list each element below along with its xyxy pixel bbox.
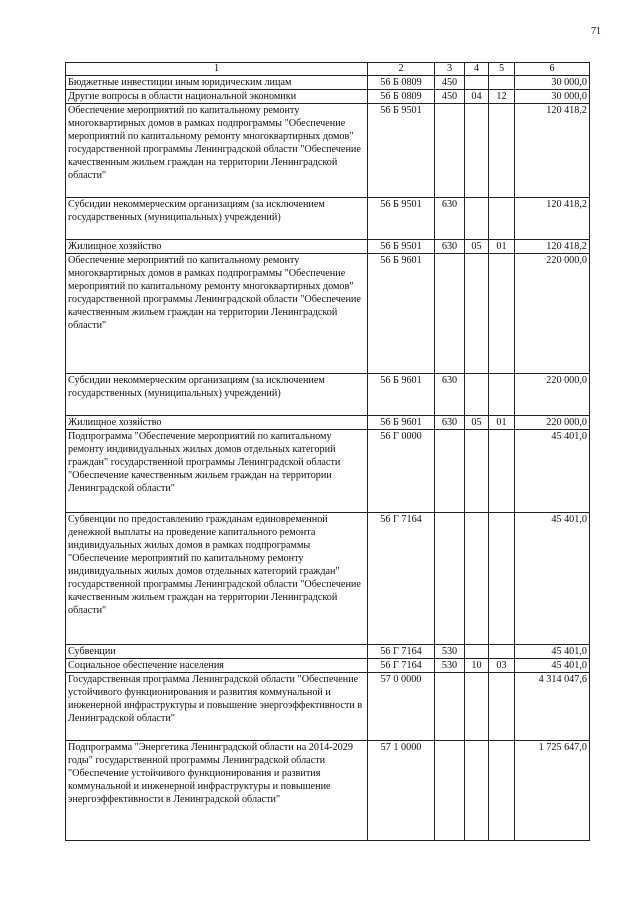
row-name: Субвенции — [66, 645, 368, 659]
row-section — [465, 104, 489, 198]
row-amount: 45 401,0 — [515, 430, 590, 513]
header-col-2: 2 — [368, 63, 435, 76]
table-body — [66, 76, 590, 841]
row-amount: 120 418,2 — [515, 104, 590, 198]
row-code: 56 Б 9501 — [368, 198, 435, 240]
row-code: 56 Г 7164 — [368, 645, 435, 659]
row-amount: 220 000,0 — [515, 374, 590, 416]
row-amount: 1 725 647,0 — [515, 741, 590, 841]
row-expense-type — [435, 430, 465, 513]
row-section — [465, 374, 489, 416]
row-amount: 120 418,2 — [515, 240, 590, 254]
row-expense-type: 630 — [435, 240, 465, 254]
row-expense-type — [435, 741, 465, 841]
row-expense-type: 450 — [435, 90, 465, 104]
row-subsection: 12 — [489, 90, 515, 104]
row-subsection: 01 — [489, 416, 515, 430]
row-name: Подпрограмма "Энергетика Ленинградской области на 2014-2029 годы" государственной программы Ленинградской области "Обеспечение устойчивого функционирования и развития коммунальной и инженерной инфраструктуры и повышение энергоэффективности в Ленинградской области" — [66, 741, 368, 841]
row-code: 56 Б 9601 — [368, 416, 435, 430]
row-section: 10 — [465, 659, 489, 673]
row-amount: 30 000,0 — [515, 76, 590, 90]
row-expense-type: 630 — [435, 198, 465, 240]
row-section: 04 — [465, 90, 489, 104]
row-expense-type — [435, 673, 465, 741]
table-row — [66, 416, 590, 430]
row-section — [465, 76, 489, 90]
row-subsection — [489, 741, 515, 841]
row-expense-type: 630 — [435, 416, 465, 430]
table-row — [66, 645, 590, 659]
header-col-6: 6 — [515, 63, 590, 76]
row-amount: 4 314 047,6 — [515, 673, 590, 741]
row-section — [465, 430, 489, 513]
row-subsection: 03 — [489, 659, 515, 673]
header-col-1: 1 — [66, 63, 368, 76]
row-subsection — [489, 76, 515, 90]
row-expense-type — [435, 513, 465, 645]
row-code: 56 Б 9601 — [368, 254, 435, 374]
row-amount: 120 418,2 — [515, 198, 590, 240]
header-row — [66, 63, 590, 76]
header-col-3: 3 — [435, 63, 465, 76]
row-name: Обеспечение мероприятий по капитальному ремонту многоквартирных домов в рамках подпрограммы "Обеспечение мероприятий по капитальному ремонту многоквартирных домов" государственной программы Ленинградской области "Обеспечение качественным жильем граждан на территории Ленинградской области" — [66, 104, 368, 198]
row-name: Социальное обеспечение населения — [66, 659, 368, 673]
table-row — [66, 76, 590, 90]
row-expense-type: 530 — [435, 659, 465, 673]
row-amount: 220 000,0 — [515, 416, 590, 430]
header-col-4: 4 — [465, 63, 489, 76]
row-amount: 45 401,0 — [515, 659, 590, 673]
row-expense-type: 530 — [435, 645, 465, 659]
row-subsection — [489, 673, 515, 741]
row-expense-type: 630 — [435, 374, 465, 416]
row-name: Бюджетные инвестиции иным юридическим лицам — [66, 76, 368, 90]
row-name: Жилищное хозяйство — [66, 240, 368, 254]
row-name: Другие вопросы в области национальной экономики — [66, 90, 368, 104]
row-code: 56 Б 9501 — [368, 104, 435, 198]
table-row — [66, 90, 590, 104]
row-name: Субвенции по предоставлению гражданам единовременной денежной выплаты на проведение капитального ремонта индивидуальных жилых домов в рамках подпрограммы "Обеспечение мероприятий по капитальному ремонту индивидуальных жилых домов отдельных категорий граждан" государственной программы Ленинградской области "Обеспечение качественным жильем граждан на территории Ленинградской области" — [66, 513, 368, 645]
row-code: 57 0 0000 — [368, 673, 435, 741]
row-name: Государственная программа Ленинградской области "Обеспечение устойчивого функционирования и развития коммунальной и инженерной инфраструктуры и повышение энергоэффективности в Ленинградской области" — [66, 673, 368, 741]
row-subsection — [489, 645, 515, 659]
row-name: Субсидии некоммерческим организациям (за исключением государственных (муниципальных) учреждений) — [66, 374, 368, 416]
budget-table — [65, 62, 590, 841]
row-amount: 30 000,0 — [515, 90, 590, 104]
row-section: 05 — [465, 240, 489, 254]
row-section — [465, 645, 489, 659]
row-code: 56 Б 9601 — [368, 374, 435, 416]
row-section: 05 — [465, 416, 489, 430]
table-row — [66, 659, 590, 673]
row-subsection — [489, 374, 515, 416]
row-code: 56 Б 9501 — [368, 240, 435, 254]
row-section — [465, 254, 489, 374]
row-expense-type — [435, 254, 465, 374]
row-section — [465, 741, 489, 841]
row-name: Обеспечение мероприятий по капитальному ремонту многоквартирных домов в рамках подпрограммы "Обеспечение мероприятий по капитальному ремонту многоквартирных домов" государственной программы Ленинградской области "Обеспечение качественным жильем граждан на территории Ленинградской области" — [66, 254, 368, 374]
table-row — [66, 741, 590, 841]
row-code: 56 Б 0809 — [368, 90, 435, 104]
row-subsection — [489, 254, 515, 374]
page-number: 71 — [591, 26, 601, 37]
table-row — [66, 673, 590, 741]
row-subsection: 01 — [489, 240, 515, 254]
row-amount: 220 000,0 — [515, 254, 590, 374]
table-row — [66, 430, 590, 513]
row-subsection — [489, 104, 515, 198]
row-expense-type — [435, 104, 465, 198]
row-code: 56 Г 7164 — [368, 513, 435, 645]
row-subsection — [489, 430, 515, 513]
row-name: Жилищное хозяйство — [66, 416, 368, 430]
row-section — [465, 673, 489, 741]
row-code: 56 Б 0809 — [368, 76, 435, 90]
row-section — [465, 198, 489, 240]
row-code: 56 Г 0000 — [368, 430, 435, 513]
row-code: 56 Г 7164 — [368, 659, 435, 673]
header-col-5: 5 — [489, 63, 515, 76]
table-row — [66, 104, 590, 198]
row-subsection — [489, 513, 515, 645]
table-row — [66, 254, 590, 374]
row-name: Субсидии некоммерческим организациям (за исключением государственных (муниципальных) учреждений) — [66, 198, 368, 240]
row-code: 57 1 0000 — [368, 741, 435, 841]
row-amount: 45 401,0 — [515, 513, 590, 645]
table-row — [66, 374, 590, 416]
table-row — [66, 198, 590, 240]
row-name: Подпрограмма "Обеспечение мероприятий по капитальному ремонту индивидуальных жилых домов отдельных категорий граждан" государственной программы Ленинградской области "Обеспечение качественным жильем граждан на территории Ленинградской области" — [66, 430, 368, 513]
row-section — [465, 513, 489, 645]
table-row — [66, 240, 590, 254]
row-amount: 45 401,0 — [515, 645, 590, 659]
table-row — [66, 513, 590, 645]
row-subsection — [489, 198, 515, 240]
row-expense-type: 450 — [435, 76, 465, 90]
